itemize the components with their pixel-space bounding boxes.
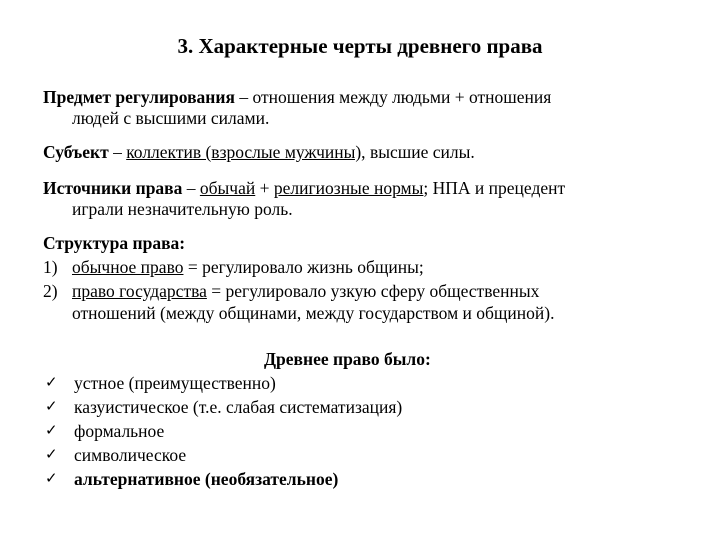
sources-custom: обычай — [199, 178, 256, 198]
subject-line-1 — [43, 86, 551, 108]
ancient-item: казуистическое (т.е. слабая систематизация) — [74, 397, 403, 417]
dash: – — [182, 178, 200, 198]
sources-rest: ; НПА и прецедент — [423, 178, 566, 198]
check-icon: ✓ — [45, 399, 58, 415]
ancient-item: формальное — [74, 421, 165, 441]
subject-line-2: людей с высшими силами. — [72, 108, 270, 128]
sources-line-1 — [43, 177, 565, 199]
subjekt-term: Субъект — [43, 142, 109, 162]
item-text — [72, 256, 424, 278]
item-term: право государства — [72, 281, 207, 301]
structure-heading: Структура права: — [43, 233, 186, 253]
structure-item-2 — [43, 280, 540, 302]
structure-item-1 — [43, 256, 424, 278]
check-icon: ✓ — [45, 447, 58, 463]
subjekt-line — [43, 141, 475, 163]
slide-title: 3. Характерные черты древнего права — [177, 34, 543, 58]
check-icon: ✓ — [45, 423, 58, 439]
ancient-item: альтернативное (необязательное) — [74, 469, 339, 489]
sources-religious: религиозные нормы — [273, 178, 424, 198]
dash: – — [108, 142, 127, 162]
ancient-item: устное (преимущественно) — [74, 373, 276, 393]
item-rest: = регулировало узкую сферу общественных — [206, 281, 540, 301]
structure-item-2-line-2: отношений (между общинами, между государством и общиной). — [72, 303, 555, 323]
subject-text: отношения между людьми + отношения — [252, 87, 552, 107]
item-rest: = регулировало жизнь общины; — [183, 257, 424, 277]
item-text — [72, 280, 539, 302]
sources-term: Источники права — [43, 178, 183, 198]
check-icon: ✓ — [45, 375, 58, 391]
plus: + — [255, 178, 274, 198]
ancient-item: символическое — [74, 445, 187, 465]
subjekt-underlined: коллектив (взрослые мужчины), — [126, 142, 366, 162]
subject-term: Предмет регулирования — [43, 87, 235, 107]
item-number: 1) — [43, 257, 58, 277]
sources-line-2: играли незначительную роль. — [72, 199, 293, 219]
item-term: обычное право — [72, 257, 184, 277]
dash: – — [234, 87, 253, 107]
check-icon: ✓ — [45, 471, 58, 487]
ancient-heading: Древнее право было: — [264, 349, 431, 369]
item-number: 2) — [43, 281, 58, 301]
subjekt-rest: высшие силы. — [365, 142, 475, 162]
